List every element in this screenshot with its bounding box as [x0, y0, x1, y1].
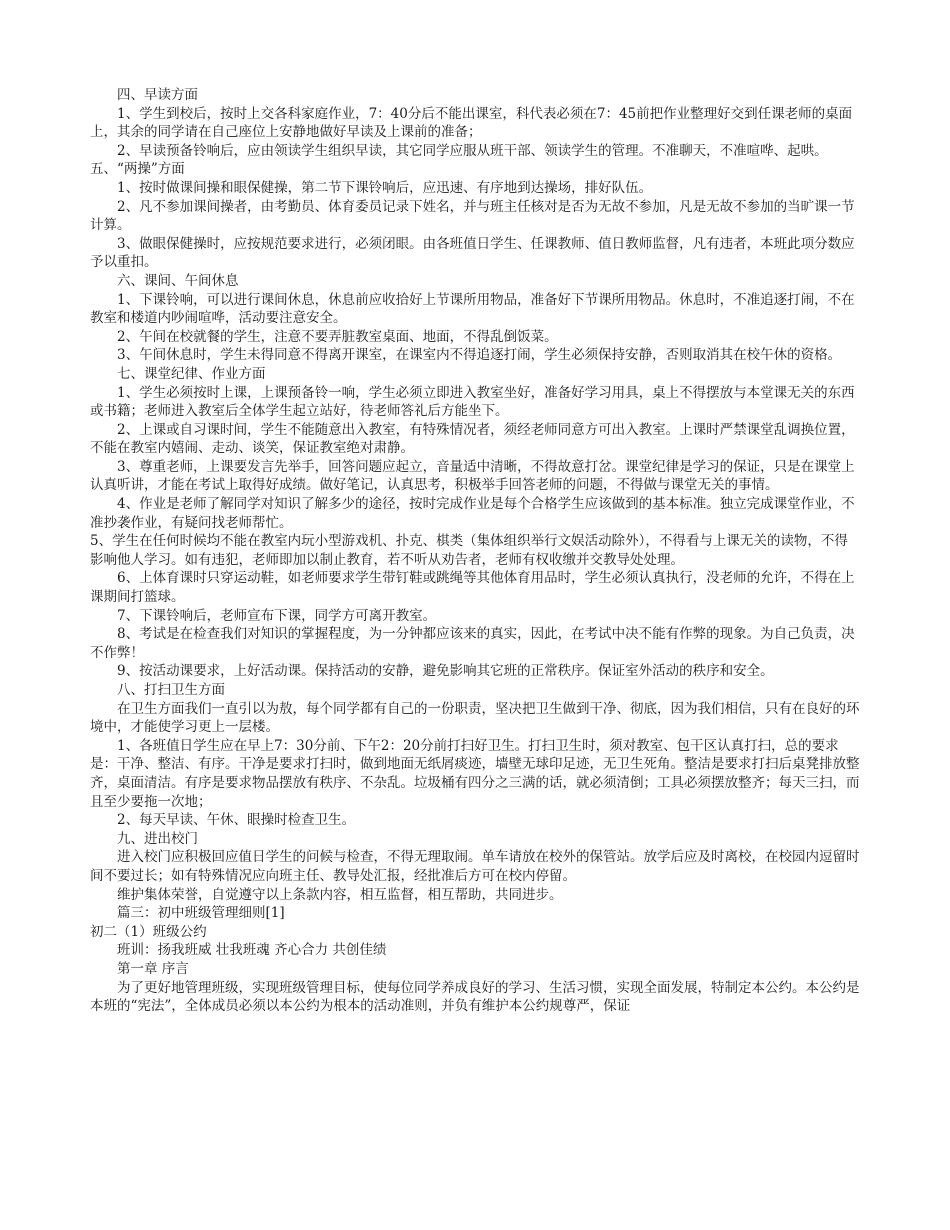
paragraph: 6、上体育课时只穿运动鞋，如老师要求学生带钉鞋或跳绳等其他体育用品时，学生必须认真执行，没老师的允许，不得在上课期间打篮球。	[90, 570, 855, 606]
paragraph: 1、各班值日学生应在早上7：30分前、下午2：20分前打扫好卫生。打扫卫生时，须对教室、包干区认真打扫，总的要求是：干净、整洁、有序。干净是要求打扫时，做到地面无纸屑痰迹，墙壁无球印足迹，无卫生死角。整洁是要求打扫后桌凳排放整齐，桌面清洁。有序是要求物品摆放有秩序、不杂乱。垃圾桶有四分之三满的话，就必须清倒；工具必须摆放整齐；每天三扫，而且至少要拖一次地；	[90, 737, 860, 810]
paragraph: 7、下课铃响后，老师宣布下课，同学方可离开教室。	[117, 607, 437, 624]
paragraph: 1、学生到校后，按时上交各科家庭作业，7：40分后不能出课室，科代表必须在7：45前把作业整理好交到任课老师的桌面上，其余的同学请在自己座位上安静地做好早读及上课前的准备；	[90, 105, 853, 141]
paragraph: 维护集体荣誉，自觉遵守以上条款内容，相互监督，相互帮助，共同进步。	[117, 886, 563, 903]
paragraph: 为了更好地管理班级，实现班级管理目标，使每位同学养成良好的学习、生活习惯，实现全面发展，特制定本公约。本公约是本班的“宪法”，全体成员必须以本公约为根本的活动准则，并负有维护本公约规尊严，保证	[90, 979, 860, 1015]
paragraph: 九、进出校门	[117, 830, 198, 847]
paragraph: 进入校门应积极回应值日学生的问候与检查，不得无理取闹。单车请放在校外的保管站。放学后应及时离校，在校园内逗留时间不要过长；如有特殊情况应向班主任、教导处汇报，经批准后方可在校内停留。	[90, 849, 860, 884]
paragraph: 1、学生必须按时上课，上课预备铃一响，学生必须立即进入教室坐好，准备好学习用具，桌上不得摆放与本堂课无关的东西或书籍；老师进入教室后全体学生起立站好，待老师答礼后方能坐下。	[90, 384, 855, 420]
paragraph: 七、课堂纪律、作业方面	[117, 365, 266, 382]
paragraph: 五、“两操”方面	[90, 161, 185, 178]
paragraph: 3、尊重老师，上课要发言先举手，回答问题应起立，音量适中清晰，不得故意打岔。课堂纪律是学习的保证，只是在课堂上认真听讲，才能在考试上取得好成绩。做好笔记，认真思考，积极举手回答老师的问题，不得做与课堂无关的事情。	[90, 458, 855, 494]
paragraph: 9、按活动课要求，上好活动课。保持活动的安静，避免影响其它班的正常秩序。保证室外活动的秩序和安全。	[117, 663, 774, 680]
paragraph: 3、午间休息时，学生未得同意不得离开课室，在课室内不得追逐打闹，学生必须保持安静，否则取消其在校午休的资格。	[117, 347, 842, 364]
paragraph: 2、早读预备铃响后，应由领读学生组织早读，其它同学应服从班干部、领读学生的管理。不准聊天，不准喧哗、起哄。	[117, 142, 828, 159]
paragraph: 3、做眼保健操时，应按规范要求进行，必须闭眼。由各班值日学生、任课教师、值日教师监督，凡有违者，本班此项分数应予以重扣。	[90, 235, 855, 271]
paragraph: 1、按时做课间操和眼保健操，第二节下课铃响后，应迅速、有序地到达操场，排好队伍。	[117, 179, 653, 196]
paragraph: 4、作业是老师了解同学对知识了解多少的途径，按时完成作业是每个合格学生应该做到的基本标准。独立完成课堂作业，不准抄袭作业，有疑问找老师帮忙。	[90, 496, 855, 531]
paragraph: 2、每天早读、午休、眼操时检查卫生。	[117, 812, 356, 829]
paragraph: 5、学生在任何时候均不能在教室内玩小型游戏机、扑克、棋类（集体组织举行文娱活动除外），不得看与上课无关的读物，不得影响他人学习。如有违犯，老师即加以制止教育，若不听从劝告者，老师有权收缴并交教导处处理。	[90, 533, 848, 568]
paragraph: 2、午间在校就餐的学生，注意不要弄脏教室桌面、地面，不得乱倒饭菜。	[117, 328, 558, 345]
paragraph: 在卫生方面我们一直引以为敖，每个同学都有自己的一份职责，坚决把卫生做到干净、彻底，因为我们相信，只有在良好的环境中，才能使学习更上一层楼。	[90, 700, 860, 736]
paragraph: 1、下课铃响，可以进行课间休息，休息前应收拾好上节课所用物品，准备好下节课所用物品。休息时，不准追逐打闹，不在教室和楼道内吵闹喧哗，活动要注意安全。	[90, 291, 855, 327]
paragraph: 2、上课或自习课时间，学生不能随意出入教室，有特殊情况者，须经老师同意方可出入教室。上课时严禁课堂乱调换位置，不能在教室内嬉闹、走动、谈笑，保证教室绝对肃静。	[90, 421, 855, 457]
paragraph: 2、凡不参加课间操者，由考勤员、体育委员记录下姓名，并与班主任核对是否为无故不参加，凡是无故不参加的当旷课一节计算。	[90, 198, 855, 234]
document-body	[90, 86, 860, 1016]
paragraph: 第一章 序言	[117, 960, 189, 977]
paragraph: 八、打扫卫生方面	[117, 682, 225, 698]
paragraph: 四、早读方面	[117, 87, 198, 103]
paragraph: 六、课间、午间休息	[117, 272, 239, 289]
paragraph: 初二（1）班级公约	[90, 923, 207, 940]
paragraph: 班训：扬我班威 壮我班魂 齐心合力 共创佳绩	[117, 942, 387, 959]
paragraph: 篇三：初中班级管理细则[1]	[117, 905, 285, 922]
paragraph: 8、考试是在检查我们对知识的掌握程度，为一分钟都应该来的真实，因此，在考试中决不能有作弊的现象。为自己负责，决不作弊！	[90, 626, 855, 661]
